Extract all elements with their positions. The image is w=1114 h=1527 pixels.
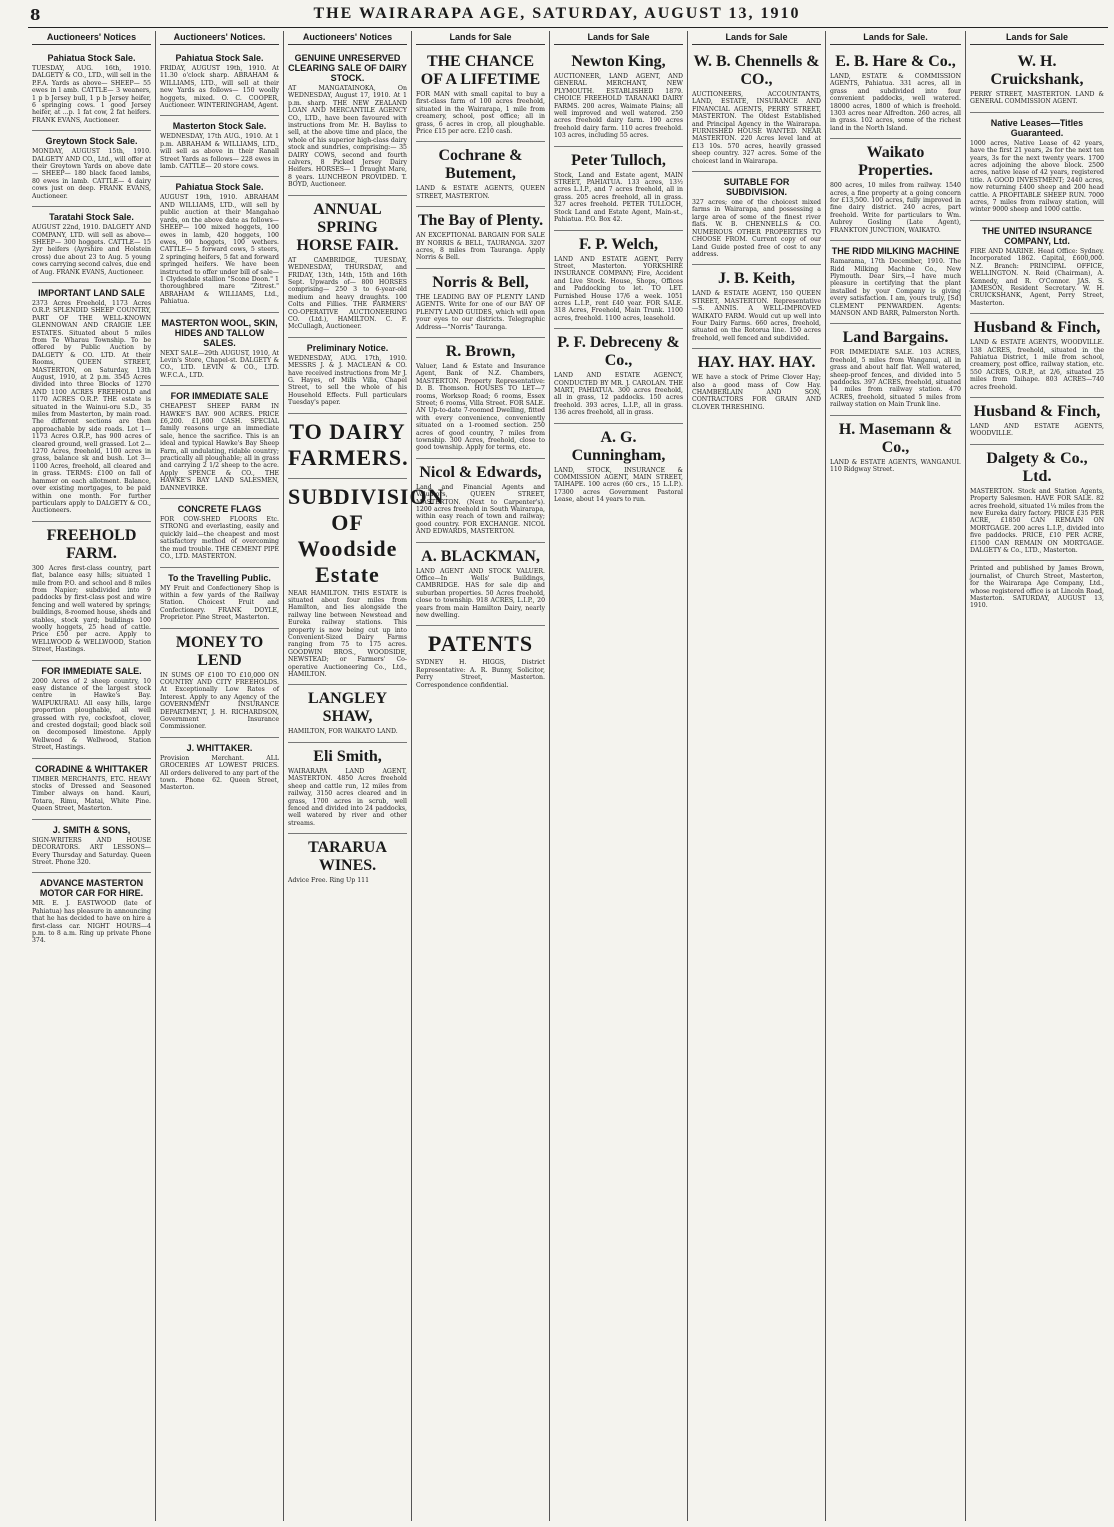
ad-body: WE have a stock of Prime Clover Hay; also a good mass of Cow Hay. CHAMBERLAIN AND SON, CONTRACTORS FOR GRAIN AND CLOVER THRESHING. (692, 374, 821, 411)
ad-body: HAMILTON, FOR WAIKATO LAND. (288, 728, 398, 736)
ad-body: AUGUST 22nd, 1910. DALGETY AND COMPANY, LTD. will sell as above— SHEEP— 300 hoggets. CATTLE— 15 2yr heifers (Ayrshire and Holstein cross) due about 23 to Aug. 5 young cows carrying second calves, due end of Aug. FRANK EVANS, Auctioneer. (32, 224, 151, 276)
advertisement (32, 283, 151, 522)
advertisement (692, 48, 821, 172)
advertisement (32, 207, 151, 283)
advertisement (416, 338, 545, 459)
ad-title: Newton King, (571, 53, 666, 70)
ad-title: J. B. Keith, (718, 270, 795, 288)
column-heading: Lands for Sale. (830, 31, 961, 45)
ad-title: Cochrane & Butement, (438, 147, 523, 183)
advertisement (416, 626, 545, 695)
column-5 (550, 31, 688, 1521)
column-heading: Lands for Sale (692, 31, 821, 45)
ad-body: LAND AND ESTATE AGENTS, WOODVILLE. (970, 422, 1104, 438)
advertisement (554, 329, 683, 423)
ad-title: MASTERTON WOOL, SKIN, HIDES AND TALLOW SALES. (161, 317, 278, 348)
ad-body: LAND & ESTATE AGENTS, QUEEN STREET, MASTERTON. (416, 185, 545, 200)
advertisement (32, 48, 151, 131)
column-heading: Lands for Sale (970, 31, 1104, 45)
ad-body: NEXT SALE—29th AUGUST, 1910, At Levin's Store, Chapel-st. DALGETY & CO., LTD. LEVIN & CO., LTD. W.F.C.A., LTD. (160, 349, 279, 379)
header-rule (28, 27, 1108, 28)
advertisement (830, 241, 961, 324)
advertisement (416, 269, 545, 338)
ad-body: 300 Acres first-class country, part flat, balance easy hills; situated 1 mile from P.O. and school and 8 miles from Napier; subdivided into 9 paddocks by first-class post and wire fencing and well watered by springs; buildings, 8-roomed house, sheds and stables, stock yard; buildings 100 woolly hoggets, 25 head of cattle. Price £50 per acre. Apply to WELLWOOD & WELLWOOD, Station Street, Hastings. (32, 564, 151, 654)
column-2 (156, 31, 284, 1521)
advertisement (32, 820, 151, 874)
advertisement (288, 685, 407, 742)
ad-body: FOR MAN with small capital to buy a first-class farm of 100 acres freehold, situated in the Wairarapa, 1 mile from creamery, school, post office; all in grass, 6 acres in crop, all ploughable. Price £15 per acre. £210 cash. (416, 91, 545, 136)
advertisement (970, 113, 1104, 221)
ad-body: LAND & ESTATE AGENT, 150 QUEEN STREET, MASTERTON. Representative—S. ANNIS. A WELL-IMPROVED WAIKATO FARM. Would cut up well into Four Dairy Farms. 660 acres, freehold, situated on the Rotorua line. 150 acres freehold, well fenced and subdivided. (692, 290, 821, 342)
ad-body: Land and Financial Agents and Valuators, QUEEN STREET, MASTERTON. (Next to Carpenter's). 1200 acres freehold in South Wairarapa, within easy reach of town and railway; good country. FOR EXCHANGE. NICOL AND EDWARDS, MASTERTON. (416, 483, 545, 536)
ad-body: AUGUST 19th, 1910. ABRAHAM AND WILLIAMS, LTD., will sell by public auction at their Mangahao yards, on the above date as follows— SHEEP— 100 mixed hoggets, 100 ewes in lamb, 420 hoggets, 100 ewes, 90 hoggets, 100 wethers. CATTLE— 5 forward cows, 5 steers, 2 springing heifers, 5 fat and forward springed heifers. We have been instructed to offer under bill of sale— 1 Clydesdale stallion "Scone Doon." 1 thoroughbred mare "Zitrest." ABRAHAM & WILLIAMS, Ltd., Pahiatua. (160, 194, 279, 306)
ad-title: R. Brown, (445, 342, 516, 360)
advertisement (970, 561, 1104, 615)
advertisement (692, 349, 821, 417)
ad-title: P. F. Debreceny & Co., (557, 334, 680, 370)
ad-title: THE UNITED INSURANCE COMPANY, Ltd. (981, 225, 1092, 246)
ad-title: CORADINE & WHITTAKER (35, 763, 148, 774)
advertisement (288, 338, 407, 414)
ad-body: AT CAMBRIDGE, TUESDAY, WEDNESDAY, THURSDAY, and FRIDAY, 13th, 14th, 15th and 16th Sept. Upwards of— 800 HORSES comprising— 250 3 to 6-year-old medium and heavy draughts. 100 Colts and Fillies. THE FARMERS' CO-OPERATIVE AUCTIONEERING CO. (Ltd.), HAMILTON. C. F. McCullagh, Auctioneer. (288, 256, 407, 331)
advertisement (32, 873, 151, 950)
advertisement (160, 568, 279, 629)
advertisement (160, 177, 279, 312)
ad-body: FRIDAY, AUGUST 19th, 1910. At 11.30 o'clock sharp. ABRAHAM & WILLIAMS, LTD., will sell at their new Yards as follows— 150 woolly hoggets, mixed. O. C. COOPER, Auctioneer. WINTERINGHAM, Agent. (160, 65, 279, 110)
column-heading: Auctioneers' Notices (32, 31, 151, 45)
ad-title: THE CHANCE OF A LIFETIME (420, 53, 541, 88)
advertisement (416, 459, 545, 543)
advertisement (32, 759, 151, 820)
ad-title: Land Bargains. (842, 329, 949, 347)
ad-body: FOR COW-SHED FLOORS Etc. STRONG and everlasting, easily and quickly laid—the cheapest and most satisfactory method of overcoming the mud trouble. THE CEMENT PIPE CO., LTD. MASTERTON. (160, 516, 279, 561)
ad-body: Provision Merchant. ALL GROCERIES AT LOWEST PRICES. All orders delivered to any part of the town. Phone 62. Queen Street, Masterton. (160, 754, 279, 792)
ad-title: J. WHITTAKER. (186, 742, 253, 753)
ad-title: FOR IMMEDIATE SALE. (41, 665, 142, 676)
advertisement (288, 479, 445, 686)
advertisement (970, 314, 1104, 398)
ad-body: MONDAY, AUGUST 15th, 1910. DALGETY AND CO., Ltd., will offer at their Greytown Yards on above date— SHEEP— 180 black faced lambs, 80 ewes in lamb. CATTLE— 4 dairy cows just on deep. FRANK EVANS, Auctioneer. (32, 148, 151, 200)
ad-body: FOR IMMEDIATE SALE. 103 ACRES, freehold, 5 miles from Wanganui, all in grass and about half flat. Well watered, sheep-proof fences, and divided into 5 paddocks. 397 ACRES, freehold, situated 14 miles from railway station. 470 ACRES, freehold, situated 5 miles from railway station on Main Trunk line. (830, 349, 961, 409)
column-3 (284, 31, 445, 1521)
advertisement (288, 743, 407, 834)
ad-body: THE LEADING BAY OF PLENTY LAND AGENTS. Write for one of our BAY OF PLENTY LAND GUIDES, which will open your eyes to our districts. Telegraphic Address—"Norris" Tauranga. (416, 293, 545, 331)
ad-body: PERRY STREET, MASTERTON. LAND & GENERAL COMMISSION AGENT. (970, 91, 1104, 106)
advertisement (160, 629, 279, 738)
ad-title: THE RIDD MILKING MACHINE (831, 246, 960, 257)
ad-title: LANGLEY SHAW, (307, 690, 388, 726)
ad-body: 327 acres; one of the choicest mixed farms in Wairarapa, and possessing a large area of some of the finest river flats. W. B. CHENNELLS & CO. NUMEROUS OTHER PROPERTIES TO CHOOSE FROM. Current copy of our Land Guide posted free of cost to any address. (692, 199, 821, 258)
ad-body: LAND & ESTATE AGENTS, WANGANUI. 110 Ridgway Street. (830, 458, 961, 473)
ad-title: A. G. Cunningham, (571, 428, 666, 464)
advertisement (970, 398, 1104, 445)
ad-title: Preliminary Notice. (306, 342, 389, 353)
ad-title: The Bay of Plenty. (417, 212, 544, 230)
advertisement (554, 424, 683, 510)
page-header (0, 0, 1114, 26)
advertisement (830, 139, 961, 241)
ad-body: 2373 Acres Freehold, 1173 Acres O.R.P. SPLENDID SHEEP COUNTRY, PART OF THE WELL-KNOWN GLENNOWAN AND CRAIGIE LEE ESTATES. Situated about 5 miles from Te Wharau Township. To be offered by Public Auction by DALGETY & CO. LTD. At their Rooms, QUEEN STREET, MASTERTON, on Saturday, 13th August, 1910, at 2 p.m. 3545 Acres divided into three Blocks of 1270 AND 1100 ACRES FREEHOLD and 1170 ACRES O.R.P. THE estate is situated in the Wainui-oru S.D., 35 miles from Masterton, by main road. The different sections are then approachable by side roads. Lot 1—1173 Acres O.R.P., has 900 acres of cleared ground, well grassed. Lot 2—1270 Acres, freehold, 1100 acres in grass, balance sk and bush. Lot 3—1100 Acres, freehold, all cleared and in grass. TERMS: £100 on fall of hammer on each allotment. Balance, over existing mortgages, to be paid within one month. For further particulars apply to DALGETY & CO., Auctioneers. (32, 299, 151, 515)
column-7 (826, 31, 966, 1521)
ad-title: IMPORTANT LAND SALE (38, 287, 145, 298)
advertisement (970, 48, 1104, 113)
ad-body: LAND, ESTATE & COMMISSION AGENTS, Pahiatua. 331 acres, all in grass and subdivided into four convenient paddocks, well watered. 18000 acres, 1800 of which is freehold. 1303 acres near Alfredton. 260 acres, all in grass. 102 acres, some of the richest land in the North Island. (830, 73, 961, 132)
column-heading: Auctioneers' Notices. (160, 31, 279, 45)
masthead: THE WAIRARAPA AGE, SATURDAY, AUGUST 13, 1910 (313, 5, 801, 22)
advertisement (830, 324, 961, 415)
column-heading: Lands for Sale (554, 31, 683, 45)
advertisement (970, 221, 1104, 314)
ad-title: TO DAIRY FARMERS. (288, 418, 409, 470)
advertisement (970, 445, 1104, 562)
ad-title: Norris & Bell, (432, 273, 529, 291)
column-6 (688, 31, 826, 1521)
ad-body: TIMBER MERCHANTS, ETC. HEAVY stocks of Dressed and Seasoned Timber always on hand. Kauri, Totara, Rimu, Matai, White Pine. Queen Street, Masterton. (32, 775, 151, 813)
advertisement (830, 48, 961, 139)
ad-title: Pahiatua Stock Sale. (175, 182, 264, 193)
ad-body: WAIRARAPA LAND AGENT, MASTERTON. 4850 Acres freehold sheep and cattle run, 12 miles from railway, 3150 acres cleared and in grass, 1700 acres in scrub, well fenced and divided into 24 paddocks, well watered by river and other streams. (288, 767, 407, 827)
advertisement (416, 48, 545, 142)
ad-title: ANNUAL SPRING HORSE FAIR. (296, 200, 399, 254)
advertisement (288, 414, 407, 479)
advertisement (416, 142, 545, 207)
ad-title: A. BLACKMAN, (421, 547, 540, 565)
ad-body: Valuer, Land & Estate and Insurance Agent, Bank of N.Z. Chambers, MASTERTON. Property Representative: D. B. Thomson. HOUSES TO LET—7 rooms, Worksop Road; 6 rooms, Essex Street; 6 rooms, Villa Street. FOR SALE. AN Up-to-date 7-roomed Dwelling, fitted with every convenience, conveniently situated on a 1-roomed section. 250 acres of good country, 7 miles from township. 300 Acres, freehold, close to good township. Apply for terms, etc. (416, 362, 545, 452)
ad-title: PATENTS (427, 631, 534, 657)
ad-title: Greytown Stock Sale. (45, 136, 138, 147)
ad-title: Husband & Finch, (973, 319, 1101, 337)
column-4 (412, 31, 550, 1521)
ad-title: Dalgety & Co., Ltd. (986, 449, 1088, 485)
ad-title: FOR IMMEDIATE SALE (170, 391, 269, 402)
ad-body: Stock, Land and Estate agent, MAIN STREET, PAHIATUA. 133 acres, 13½ acres L.I.P., and 7 acres freehold, all in grass. 205 acres freehold, all in grass. 327 acres freehold. PETER TULLOCH, Stock Land and Estate Agent, Main-st., Pahiatua. P.O. Box 42. (554, 171, 683, 224)
advertisement (416, 207, 545, 269)
ad-title: H. Masemann & Co., (838, 420, 953, 456)
column-8 (966, 31, 1108, 1521)
advertisement (416, 543, 545, 627)
column-heading: Auctioneers' Notices (288, 31, 407, 45)
ad-body: AUCTIONEER, LAND AGENT, AND GENERAL MERCHANT, NEW PLYMOUTH. ESTABLISHED 1879. CHOICE FREEHOLD TARANAKI DAIRY FARMS. 200 acres, Waimate Plains; all well improved and well watered. 250 acres freehold dairy farm. 190 acres freehold dairy farm. 110 acres freehold. 103 acres, including 55 acres. (554, 73, 683, 140)
ad-title: W. B. Chennells & CO., (693, 53, 820, 88)
advertisement (554, 48, 683, 147)
ad-title: Peter Tulloch, (571, 151, 666, 169)
ad-body: MY Fruit and Confectionery Shop is within a few yards of the Railway Station. Choicest Fruit and Confectionery. FRANK DOYLE, Proprietor. Pine Street, Masterton. (160, 584, 279, 622)
ad-title: Taratahi Stock Sale. (49, 212, 134, 223)
advertisement (288, 48, 407, 196)
ad-title: Pahiatua Stock Sale. (47, 53, 136, 63)
ad-body: AUCTIONEERS, ACCOUNTANTS, LAND, ESTATE, INSURANCE AND FINANCIAL AGENTS, PERRY STREET, MASTERTON. The Oldest Established and Principal Agency in the Wairarapa. FURNISHED HOUSE WANTED. NEAR MASTERTON. 220 Acres level land at £13 10s. 570 acres, heavily grassed sheep country. 327 acres. Some of the choicest land in Wairarapa. (692, 91, 821, 165)
ad-title: Eli Smith, (313, 747, 382, 765)
advertisement (160, 499, 279, 567)
advertisement (288, 834, 407, 890)
ad-title: CONCRETE FLAGS (177, 504, 262, 515)
column-1 (28, 31, 156, 1521)
ad-body: AT MANGATAINOKA, On WEDNESDAY, August 17, 1910. At 1 p.m. sharp. THE NEW ZEALAND LOAN AND MERCANTILE AGENCY CO., LTD., have been favoured with instructions from Mr. H. Bayliss to sell, at the above time and place, the whole of his superior high-class dairy stock and sundries, comprising:— 35 DAIRY COWS, second and fourth calvers, 8 Picked Jersey Dairy Heifers. HORSES— 1 Draught Mare, 8 years. LUNCHEON PROVIDED. T. BOYD, Auctioneer. (288, 85, 407, 189)
advertisement (32, 661, 151, 759)
ad-title: Husband & Finch, (973, 402, 1101, 420)
ad-title: GENUINE UNRESERVED CLEARING SALE OF DAIRY STOCK. (288, 53, 407, 83)
ad-title: Masterton Stock Sale. (172, 121, 267, 132)
ad-title: To the Travelling Public. (168, 572, 271, 583)
ad-body: 2000 Acres of 2 sheep country, 10 easy distance of the largest stock centre in Hawke's Bay. WAIPUKURAU. All easy hills, large proportion ploughable, all well grassed with rye, cocksfoot, clover, and crested dogstail; good black soil on decomposed limestone. Apply Wellwood & Wellwood, Station Street, Hastings. (32, 677, 151, 752)
ad-body: SYDNEY H. HIGGS, District Representative: A. R. Bunny, Solicitor, Perry Street, Masterton. Correspondence confidential. (416, 659, 545, 689)
ad-body: LAND AND ESTATE AGENCY, CONDUCTED BY MR. J. CAROLAN. THE MART, PAHIATUA. 300 acres freehold, all in grass, 12 paddocks. 150 acres freehold. 393 acres, L.I.P., all in grass. 136 acres freehold, all in grass. (554, 372, 683, 417)
ad-title: F. P. Welch, (579, 235, 658, 253)
ad-title: W. H. Cruickshank, (990, 53, 1084, 88)
ad-body: WEDNESDAY, 17th AUG., 1910. At 1 p.m. ABRAHAM & WILLIAMS, LTD., will sell as above in their Ranall Street Yards as follows— 228 ewes in lamb. CATTLE— 20 store cows. (160, 133, 279, 171)
ad-title: J. SMITH & SONS, (52, 824, 131, 835)
advertisement (32, 131, 151, 207)
ad-body: LAND AND ESTATE AGENT, Perry Street, Masterton. YORKSHIRE INSURANCE COMPANY; Fire, Accident and Live Stock. House, Shops, Offices and Paddocking to let. TO LET. Furnished House 17/6 a week. 1051 acres L.I.P., rent £40 year. FOR SALE. 318 Acres, Freehold, Main Trunk. 1100 acres, freehold. 1100 acres, leasehold. (554, 255, 683, 322)
ad-title: SUITABLE FOR SUBDIVISION. (723, 177, 790, 198)
ad-title: Nicol & Edwards, (419, 463, 542, 481)
advertisement (554, 231, 683, 330)
advertisement (288, 196, 407, 338)
advertisement (160, 738, 279, 798)
column-grid (28, 31, 1108, 1521)
ad-title: FREEHOLD FARM. (46, 526, 137, 562)
ad-body: MR. E. J. EASTWOOD (late of Pahiatua) has pleasure in announcing that he has decided to have on hire a first-class car. NIGHT HOURS—4 p.m. to 8 a.m. Ring up private Phone 374. (32, 900, 151, 945)
advertisement (160, 48, 279, 116)
ad-body: Ramarama, 17th December, 1910. The Ridd Milking Machine Co., New Plymouth. Dear Sirs,—I have much pleasure in certifying that the plant installed by your Company is giving every satisfaction. I am, yours truly, [Sd] CLEMENT PENWARDEN. Agents: MANSON AND BARR, Palmerston North. (830, 258, 961, 317)
advertisement (160, 116, 279, 177)
ad-body: TUESDAY, AUG. 16th, 1910. DALGETY & CO., LTD., will sell in the P.F.A. Yards as above— SHEEP— 55 ewes in l amb. CATTLE— 3 weaners, 1 p b Jersey bull, 1 p b Jersey heifer, 6 springing cows. 1 good Jersey heifer, at ...p. 1 fat cow, 2 fat heifers. FRANK EVANS, Auctioneer. (32, 65, 151, 124)
ad-body: LAND, STOCK, INSURANCE & COMMISSION AGENT, MAIN STREET, TAIHAPE. 100 acres (60 crs., 15 L.I.P.). 17300 acres Government Pastoral Lease, about 14 years to run. (554, 466, 683, 504)
ad-title: Waikato Properties. (858, 144, 933, 180)
ad-body: 800 acres, 10 miles from railway. 1540 acres, a fine property at a going concern for £13,500. 100 acres, fully improved in fine dairy district. 240 acres, part freehold. Write for particulars to Wm. Aubrey Gosling (Late Agent), FRANKTON JUNCTION, WAIKATO. (830, 182, 961, 234)
ad-title: Pahiatua Stock Sale. (175, 53, 264, 63)
ad-body: SIGN-WRITERS AND HOUSE DECORATORS. ART LESSONS—Every Thursday and Saturday. Queen Street. Phone 320. (32, 836, 151, 866)
ad-body: AN EXCEPTIONAL BARGAIN FOR SALE BY NORRIS & BELL, TAURANGA. 3207 acres, 8 miles from Tauranga. Apply Norris & Bell. (416, 232, 545, 262)
ad-body: IN SUMS OF £100 TO £10,000 ON COUNTRY AND CITY FREEHOLDS. At Exceptionally Low Rates of Interest. Apply to any Agency of the GOVERNMENT INSURANCE DEPARTMENT, J. H. RICHARDSON, Government Insurance Commissioner. (160, 671, 279, 731)
ad-body: LAND AGENT AND STOCK VALUER. Office—In Wells' Buildings, CAMBRIDGE. HAS for sale dip and suburban properties. 50 Acres freehold, close to township. 918 ACRES, L.I.P., 20 years from main Hamilton Dairy, nearly new dwelling. (416, 567, 545, 620)
ad-body: CHEAPEST SHEEP FARM IN HAWKE'S BAY. 900 ACRES. PRICE £6,200. £1,800 CASH. SPECIAL family reasons urge an immediate sale, hence the sacrifice. This is an ideal and typical Hawke's Bay Sheep Farm, all undulating, ridable country; practically all ploughable; all in grass and carrying 2 1/2 sheep to the acre. Apply SPENCE & CO., THE HAWKE'S BAY LAND SALESMEN, DANNEVIRKE. (160, 403, 279, 492)
ad-title: MONEY TO LEND (175, 633, 264, 669)
ad-body: MASTERTON. Stock and Station Agents, Property Salesmen. HAVE FOR SALE. 82 acres freehold, situated 1¼ miles from the new Eureka dairy factory. PRICE £35 PER ACRE, £1850 CAN REMAIN ON MORTGAGE. 200 acres L.I.P., divided into five paddocks. PRICE, £10 PER ACRE, £1500 CAN REMAIN ON MORTGAGE. DALGETY & Co., LTD., Masterton. (970, 487, 1104, 555)
advertisement (692, 265, 821, 349)
ad-title: SUBDIVISION OF Woodside Estate (288, 483, 445, 587)
ad-body: FIRE AND MARINE. Head Office: Sydney. Incorporated 1862. Capital, £600,000. N.Z. Branch: PRINCIPAL OFFICE, WELLINGTON. N. Reid (Chairman), A. Kennedy, and R. O'Connor. JAS. S. JAMESON, Resident Secretary. W. H. CRUICKSHANK, Agent, Perry Street, Masterton. (970, 247, 1104, 307)
page-number: 8 (30, 6, 41, 24)
advertisement (160, 313, 279, 387)
ad-title: ADVANCE MASTERTON MOTOR CAR FOR HIRE. (39, 878, 144, 899)
advertisement (554, 147, 683, 231)
ad-body: Advice Free. Ring Up 111 (288, 877, 370, 885)
ad-body: WEDNESDAY, AUG. 17th, 1910. MESSRS J. & J. MACLEAN & CO. have received instructions from Mr J. G. Hayes, of Mills Villa, Chapel Street, to sell the whole of his Household Effects. Full particulars Tuesday's paper. (288, 354, 407, 407)
ad-title: TARARUA WINES. (308, 839, 387, 875)
ad-body: 1000 acres, Native Lease of 42 years, have the first 21 years, 2s for the next ten years, 3s for the next twenty years. 1700 acres adjoining the above block. 2500 acres, native lease of 42 years, registered title. A GOOD INVESTMENT; 2440 acres, now returning £400 sheep and 200 head cattle. A PROFITABLE SHEEP RUN. 7000 acres, 7 miles from railway station, will winter 9000 sheep and 1000 cattle. (970, 139, 1104, 214)
column-heading: Lands for Sale (416, 31, 545, 45)
ad-title: Native Leases—Titles Guaranteed. (990, 117, 1084, 138)
advertisement (692, 172, 821, 265)
ad-body: LAND & ESTATE AGENTS, WOODVILLE. 138 ACRES, freehold, situated in the Pahiatua District, 1 mile from school, creamery, post office, railway station, etc. 550 ACRES, O.R.P., at 2/6, situated 25 miles from Taihape. 803 ACRES—740 acres freehold. (970, 339, 1104, 391)
advertisement (830, 416, 961, 480)
ad-title: HAY. HAY. HAY. (697, 354, 816, 372)
ad-title: E. B. Hare & Co., (835, 53, 956, 70)
advertisement (32, 522, 151, 661)
ad-body: Printed and published by James Brown, journalist, of Church Street, Masterton, for the Wairarapa Age Company, Ltd., whose registered office is at Lincoln Road, Masterton. SATURDAY, AUGUST 13, 1910. (970, 565, 1104, 610)
advertisement (160, 386, 279, 499)
ad-body: NEAR HAMILTON. THIS ESTATE is situated about four miles from Hamilton, and lies alongside the railway line between Newstead and Eureka railway stations. This property is now being cut up into Convenient-Sized Dairy Farms ranging from 75 to 175 acres. GOODWIN BROS., WOODSIDE, NEWSTEAD; or Farmers' Co-operative Auctioneering Co., Ltd., HAMILTON. (288, 589, 407, 679)
